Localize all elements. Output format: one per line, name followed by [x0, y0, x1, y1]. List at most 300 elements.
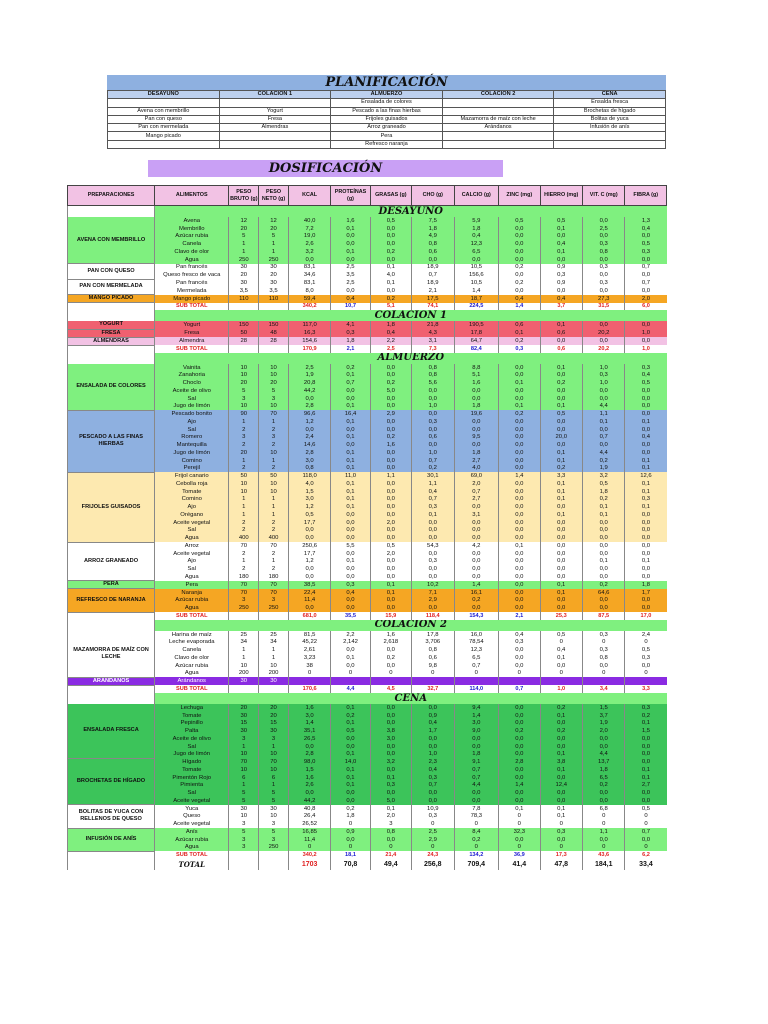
nutrient-value: 0,4 [625, 434, 667, 442]
food-name: Comino [155, 457, 229, 465]
nutrient-value: 0 [499, 820, 540, 828]
nutrient-value: 0,2 [370, 295, 411, 303]
food-name: Avena [155, 217, 229, 225]
planificacion-cell: Bolitas de yuca [554, 115, 666, 123]
nutrient-value: 0,0 [412, 565, 454, 573]
food-row [68, 225, 667, 233]
nutrient-value: 0,0 [540, 233, 582, 241]
nutrient-value: 2 [259, 527, 289, 535]
nutrient-value: 400 [259, 534, 289, 542]
nutrient-value: 1 [259, 248, 289, 256]
subtotal-value: 7,3 [412, 345, 454, 353]
nutrient-value: 14,6 [288, 441, 330, 449]
nutrient-value: 17,5 [412, 295, 454, 303]
nutrient-value: 2 [229, 465, 259, 473]
nutrient-value: 12,3 [454, 646, 499, 654]
nutrient-value: 0,3 [499, 639, 540, 647]
nutrient-value: 4,4 [582, 449, 624, 457]
nutrient-value: 0,0 [288, 256, 330, 264]
subtotal-value: 118,4 [412, 612, 454, 620]
nutrient-value: 0,0 [540, 565, 582, 573]
nutrient-value: 0,1 [370, 774, 411, 782]
nutrient-value: 0,1 [540, 751, 582, 759]
column-header: PREPARACIONES [68, 186, 155, 206]
nutrient-value: 0 [499, 844, 540, 852]
nutrient-value: 34 [259, 639, 289, 647]
food-row [68, 418, 667, 426]
section-title: COLACIÓN 1 [155, 310, 667, 321]
food-name: Naranja [155, 589, 229, 597]
nutrient-value: 0,0 [288, 527, 330, 535]
nutrient-value: 0,1 [540, 813, 582, 821]
nutrient-value: 0,0 [625, 256, 667, 264]
nutrient-value: 3,0 [454, 720, 499, 728]
nutrient-value: 0,0 [499, 604, 540, 612]
nutrient-value: 0,1 [540, 364, 582, 372]
nutrient-value: 0,0 [499, 789, 540, 797]
nutrient-value: 30 [259, 279, 289, 287]
nutrient-value: 0,5 [370, 217, 411, 225]
nutrient-value: 0,7 [412, 457, 454, 465]
nutrient-value: 0,0 [499, 271, 540, 279]
total-value: 70,8 [331, 859, 370, 870]
nutrient-value: 70 [229, 758, 259, 766]
nutrient-value: 2,4 [288, 434, 330, 442]
nutrient-value: 0,1 [540, 654, 582, 662]
nutrient-value: 1 [229, 782, 259, 790]
nutrient-value: 1 [259, 654, 289, 662]
food-name: Yogurt [155, 321, 229, 329]
subtotal-value: 35,5 [331, 612, 370, 620]
nutrient-value: 35,1 [288, 727, 330, 735]
subtotal-value: 1,0 [540, 685, 582, 693]
nutrient-value: 0,0 [540, 527, 582, 535]
subtotal-value: 15,9 [370, 612, 411, 620]
nutrient-value: 0,2 [499, 337, 540, 345]
nutrient-value: 20 [229, 379, 259, 387]
nutrient-value: 0,4 [331, 295, 370, 303]
preparation-label: ENSALADA FRESCA [68, 704, 155, 758]
nutrient-value: 1,6 [370, 631, 411, 639]
food-name: Agua [155, 670, 229, 678]
food-name: Orégano [155, 511, 229, 519]
nutrient-value: 3,0 [370, 735, 411, 743]
nutrient-value: 0,0 [288, 789, 330, 797]
nutrient-value: 0,0 [499, 589, 540, 597]
nutrient-value: 1 [229, 654, 259, 662]
preparation-label: ARROZ GRANEADO [68, 542, 155, 581]
nutrient-value: 0,0 [499, 480, 540, 488]
nutrient-value: 156,6 [454, 271, 499, 279]
nutrient-value: 0,0 [582, 519, 624, 527]
nutrient-value: 2 [229, 550, 259, 558]
nutrient-value: 0,1 [540, 449, 582, 457]
nutrient-value: 4,3 [412, 329, 454, 337]
nutrient-value: 10 [259, 488, 289, 496]
planificacion-cell [219, 140, 331, 148]
nutrient-value: 0,1 [625, 766, 667, 774]
subtotal-value: 0,7 [499, 685, 540, 693]
nutrient-value: 2 [259, 441, 289, 449]
planificacion-cell: Ensalada de colores [331, 99, 443, 107]
nutrient-value: 0,0 [331, 789, 370, 797]
nutrient-value: 0,7 [454, 662, 499, 670]
nutrient-value: 0,2 [540, 704, 582, 712]
nutrient-value: 1,1 [370, 472, 411, 480]
nutrient-value: 0 [288, 670, 330, 678]
food-row [68, 758, 667, 766]
nutrient-value: 10 [259, 813, 289, 821]
food-name: Pan francés [155, 279, 229, 287]
nutrient-value: 0,1 [331, 766, 370, 774]
nutrient-value: 0,1 [540, 581, 582, 589]
nutrient-value: 15 [259, 720, 289, 728]
nutrient-value: 5,6 [412, 379, 454, 387]
nutrient-value: 2,7 [625, 782, 667, 790]
total-label: TOTAL [155, 859, 229, 870]
column-header: VIT. C (mg) [582, 186, 624, 206]
planificacion-cell [554, 132, 666, 140]
column-header: KCAL [288, 186, 330, 206]
nutrient-value: 0,0 [331, 426, 370, 434]
planificacion-cell: Arándanos [442, 124, 554, 132]
section-blank [68, 310, 155, 321]
subtotal-value: 82,4 [454, 345, 499, 353]
nutrient-value: 0,0 [370, 766, 411, 774]
nutrient-value: 2,2 [331, 631, 370, 639]
food-row [68, 542, 667, 550]
nutrient-value: 0,0 [370, 527, 411, 535]
nutrient-value: 3,5 [229, 287, 259, 295]
nutrient-value: 2,142 [331, 639, 370, 647]
nutrient-value: 78,3 [454, 813, 499, 821]
subtotal-value: 43,6 [582, 851, 624, 859]
nutrient-value: 0,1 [370, 264, 411, 272]
nutrient-value: 0,0 [412, 441, 454, 449]
nutrient-value: 1,0 [582, 364, 624, 372]
nutrient-value: 0,1 [625, 558, 667, 566]
preparation-label: ENSALADA DE COLORES [68, 364, 155, 411]
nutrient-value: 9,8 [412, 662, 454, 670]
subtotal-value: 18,1 [331, 851, 370, 859]
food-row [68, 279, 667, 287]
nutrient-value: 12,4 [540, 782, 582, 790]
food-name: Azúcar rubia [155, 233, 229, 241]
nutrient-value: 0 [625, 813, 667, 821]
nutrient-value: 0,0 [582, 233, 624, 241]
nutrient-value: 1,6 [288, 704, 330, 712]
nutrient-value: 0,0 [412, 519, 454, 527]
nutrient-value: 0,5 [625, 805, 667, 813]
planificacion-row [108, 107, 666, 115]
food-name: Agua [155, 256, 229, 264]
nutrient-value: 30,1 [412, 472, 454, 480]
nutrient-value: 0,1 [540, 225, 582, 233]
food-name: Pan francés [155, 264, 229, 272]
nutrient-value: 0,0 [454, 418, 499, 426]
nutrient-value: 0,0 [454, 519, 499, 527]
nutrient-value: 0,2 [412, 465, 454, 473]
food-row [68, 836, 667, 844]
food-name: Azúcar rubia [155, 597, 229, 605]
food-name: Ajo [155, 558, 229, 566]
food-row [68, 434, 667, 442]
nutrient-value: 10 [259, 751, 289, 759]
nutrient-value: 0,0 [370, 372, 411, 380]
nutrient-value: 0,7 [412, 782, 454, 790]
nutrient-value: 9,1 [454, 758, 499, 766]
nutrient-value: 2,5 [582, 225, 624, 233]
subtotal-label: SUB TOTAL [155, 303, 229, 311]
nutrient-value: 10 [229, 480, 259, 488]
nutrient-value: 0,0 [412, 387, 454, 395]
subtotal-value: 170,6 [288, 685, 330, 693]
nutrient-value: 0 [625, 639, 667, 647]
food-row [68, 233, 667, 241]
nutrient-value: 5 [259, 797, 289, 805]
nutrient-value: 0,0 [582, 604, 624, 612]
nutrient-value: 0 [540, 670, 582, 678]
subtotal-value: 21,4 [370, 851, 411, 859]
nutrient-value: 0,0 [454, 527, 499, 535]
nutrient-value: 20 [259, 225, 289, 233]
subtotal-blank [68, 303, 155, 311]
nutrient-value: 1 [229, 558, 259, 566]
nutrient-value: 4,0 [454, 465, 499, 473]
nutrient-value: 0,0 [370, 597, 411, 605]
nutrient-value: 6,8 [582, 805, 624, 813]
nutrient-value: 1 [229, 248, 259, 256]
nutrient-value: 0,1 [331, 782, 370, 790]
planificacion-cell: Pera [331, 132, 443, 140]
nutrient-value: 0,3 [412, 813, 454, 821]
nutrient-value: 0,0 [499, 519, 540, 527]
nutrient-value: 0,0 [582, 387, 624, 395]
nutrient-value: 0 [625, 844, 667, 852]
food-name: Sal [155, 527, 229, 535]
planificacion-header-cell: COLACIÓN 2 [442, 91, 554, 99]
nutrient-value: 1,6 [288, 774, 330, 782]
nutrient-value: 1,4 [499, 782, 540, 790]
nutrient-value: 1,9 [582, 720, 624, 728]
food-name: Tomate [155, 488, 229, 496]
nutrient-value: 0,0 [540, 441, 582, 449]
nutrient-value: 0,6 [499, 321, 540, 329]
nutrient-value: 3,1 [454, 511, 499, 519]
nutrient-value: 0,2 [499, 410, 540, 418]
nutrient-value: 0,0 [454, 387, 499, 395]
nutrient-value: 0,1 [331, 751, 370, 759]
nutrient-value: 0,0 [499, 704, 540, 712]
nutrient-value: 1 [229, 240, 259, 248]
nutrient-value: 0,0 [288, 743, 330, 751]
nutrient-value: 2 [229, 441, 259, 449]
subtotal-row [68, 345, 667, 353]
food-row [68, 503, 667, 511]
subtotal-row [68, 685, 667, 693]
nutrient-value: 20 [229, 271, 259, 279]
nutrient-value: 1,4 [454, 287, 499, 295]
nutrient-value: 0,0 [331, 662, 370, 670]
nutrient-value: 0,0 [625, 426, 667, 434]
section-blank [68, 206, 155, 218]
nutrient-value: 0,0 [331, 597, 370, 605]
nutrient-value: 0,0 [370, 240, 411, 248]
food-name: Pimentón Rojo [155, 774, 229, 782]
food-name: Aceite vegetal [155, 797, 229, 805]
food-name: Aceite vegetal [155, 820, 229, 828]
nutrient-value: 4,4 [582, 403, 624, 411]
nutrient-value: 200 [259, 670, 289, 678]
nutrient-value: 64,6 [582, 589, 624, 597]
planificacion-cell: Yogurt [219, 107, 331, 115]
nutrient-value: 0,0 [370, 364, 411, 372]
food-name: Harina de maíz [155, 631, 229, 639]
planificacion-header-cell: DESAYUNO [108, 91, 220, 99]
food-row [68, 364, 667, 372]
section-header-row [68, 353, 667, 364]
total-value: 47,8 [540, 859, 582, 870]
nutrient-value: 3,2 [582, 472, 624, 480]
nutrient-value: 0,0 [582, 565, 624, 573]
food-row [68, 410, 667, 418]
nutrient-value: 0,0 [582, 534, 624, 542]
planificacion-header-cell: COLACIÓN 1 [219, 91, 331, 99]
subtotal-value: 36,9 [499, 851, 540, 859]
nutrient-value: 0,3 [331, 329, 370, 337]
food-row [68, 321, 667, 329]
nutrient-value: 3,0 [288, 712, 330, 720]
subtotal-label: SUB TOTAL [155, 851, 229, 859]
nutrient-value: 0,0 [582, 542, 624, 550]
nutrient-value: 1,0 [412, 403, 454, 411]
nutrient-value: 5 [259, 828, 289, 836]
nutrient-value: 0,6 [412, 654, 454, 662]
nutrient-value [412, 677, 454, 685]
nutrient-value: 0,3 [625, 364, 667, 372]
nutrient-value: 2,2 [370, 337, 411, 345]
food-name: Clavo de olor [155, 248, 229, 256]
nutrient-value: 3,23 [288, 654, 330, 662]
nutrient-value: 0,7 [454, 774, 499, 782]
nutrient-value: 2,6 [288, 240, 330, 248]
subtotal-value: 25,3 [540, 612, 582, 620]
nutrient-value: 0,0 [582, 797, 624, 805]
nutrient-value: 1,7 [625, 589, 667, 597]
nutrient-value: 0,0 [499, 496, 540, 504]
nutrient-value: 0,0 [540, 426, 582, 434]
food-name: Yuca [155, 805, 229, 813]
planificacion-row [108, 99, 666, 107]
nutrient-value: 0,2 [370, 379, 411, 387]
nutrient-value: 0,0 [540, 387, 582, 395]
nutrient-value: 10 [259, 766, 289, 774]
nutrient-value: 0,0 [454, 441, 499, 449]
nutrient-value: 0,0 [499, 387, 540, 395]
nutrient-value: 98,0 [288, 758, 330, 766]
nutrient-value: 6,5 [454, 248, 499, 256]
nutrient-value: 0,0 [288, 395, 330, 403]
food-row [68, 287, 667, 295]
nutrient-value: 0,0 [625, 743, 667, 751]
nutrient-value: 2 [259, 426, 289, 434]
nutrient-value: 20 [259, 712, 289, 720]
nutrient-value: 2,0 [454, 480, 499, 488]
food-row [68, 589, 667, 597]
nutrient-value: 2 [259, 519, 289, 527]
nutrient-value [370, 677, 411, 685]
nutrient-value: 0,0 [625, 550, 667, 558]
nutrient-value: 1,7 [412, 727, 454, 735]
subtotal-value: 154,3 [454, 612, 499, 620]
nutrient-value: 110 [229, 295, 259, 303]
nutrient-value: 0,0 [454, 558, 499, 566]
nutrient-value: 0,0 [370, 449, 411, 457]
food-row [68, 441, 667, 449]
planificacion-header-row [108, 91, 666, 99]
subtotal-label: SUB TOTAL [155, 685, 229, 693]
nutrient-value: 200 [229, 670, 259, 678]
nutrient-value: 0,8 [370, 828, 411, 836]
preparation-label: MANGO PICADO [68, 295, 155, 303]
nutrient-value: 40,0 [288, 217, 330, 225]
nutrient-value: 0 [454, 844, 499, 852]
nutrient-value: 7,5 [412, 217, 454, 225]
planificacion-cell [108, 140, 220, 148]
nutrient-value: 3,706 [412, 639, 454, 647]
nutrient-value: 0,1 [331, 465, 370, 473]
nutrient-value: 7,8 [454, 805, 499, 813]
nutrient-value: 50 [229, 472, 259, 480]
subtotal-value: 0,6 [540, 345, 582, 353]
nutrient-value: 0,0 [499, 434, 540, 442]
nutrient-value: 48 [259, 329, 289, 337]
nutrient-value: 4,9 [412, 233, 454, 241]
nutrient-value: 0,0 [412, 604, 454, 612]
nutrient-value: 0,5 [540, 217, 582, 225]
nutrient-value: 0,0 [499, 774, 540, 782]
nutrient-value: 0,0 [625, 565, 667, 573]
planificacion-cell: Infusión de anís [554, 124, 666, 132]
preparation-label: PAN CON MERMELADA [68, 279, 155, 295]
nutrient-value: 0,0 [625, 604, 667, 612]
nutrient-value: 0,5 [625, 240, 667, 248]
nutrient-value: 0,0 [499, 766, 540, 774]
nutrient-value: 0,5 [288, 511, 330, 519]
nutrient-value: 0,0 [499, 225, 540, 233]
subtotal-value: 6,0 [625, 303, 667, 311]
nutrient-value: 0,1 [412, 511, 454, 519]
subtotal-value: 74,1 [412, 303, 454, 311]
preparation-label: FRIJOLES GUISADOS [68, 472, 155, 542]
preparation-label: BOLITAS DE YUCA CON RELLENOS DE QUESO [68, 805, 155, 828]
nutrient-value: 0,0 [412, 550, 454, 558]
nutrient-value: 10 [229, 364, 259, 372]
nutrient-value: 0,9 [412, 712, 454, 720]
nutrient-value: 0,1 [625, 418, 667, 426]
nutrient-value: 1,5 [288, 766, 330, 774]
nutrient-value: 0 [454, 670, 499, 678]
nutrient-value: 10 [229, 403, 259, 411]
nutrient-value: 30 [259, 677, 289, 685]
nutrient-value: 21,8 [412, 321, 454, 329]
food-name: Anís [155, 828, 229, 836]
nutrient-value: 5,5 [331, 542, 370, 550]
nutrient-value: 0,3 [331, 581, 370, 589]
nutrient-value: 0,0 [331, 604, 370, 612]
nutrient-value: 3 [229, 597, 259, 605]
nutrient-value: 50 [229, 329, 259, 337]
